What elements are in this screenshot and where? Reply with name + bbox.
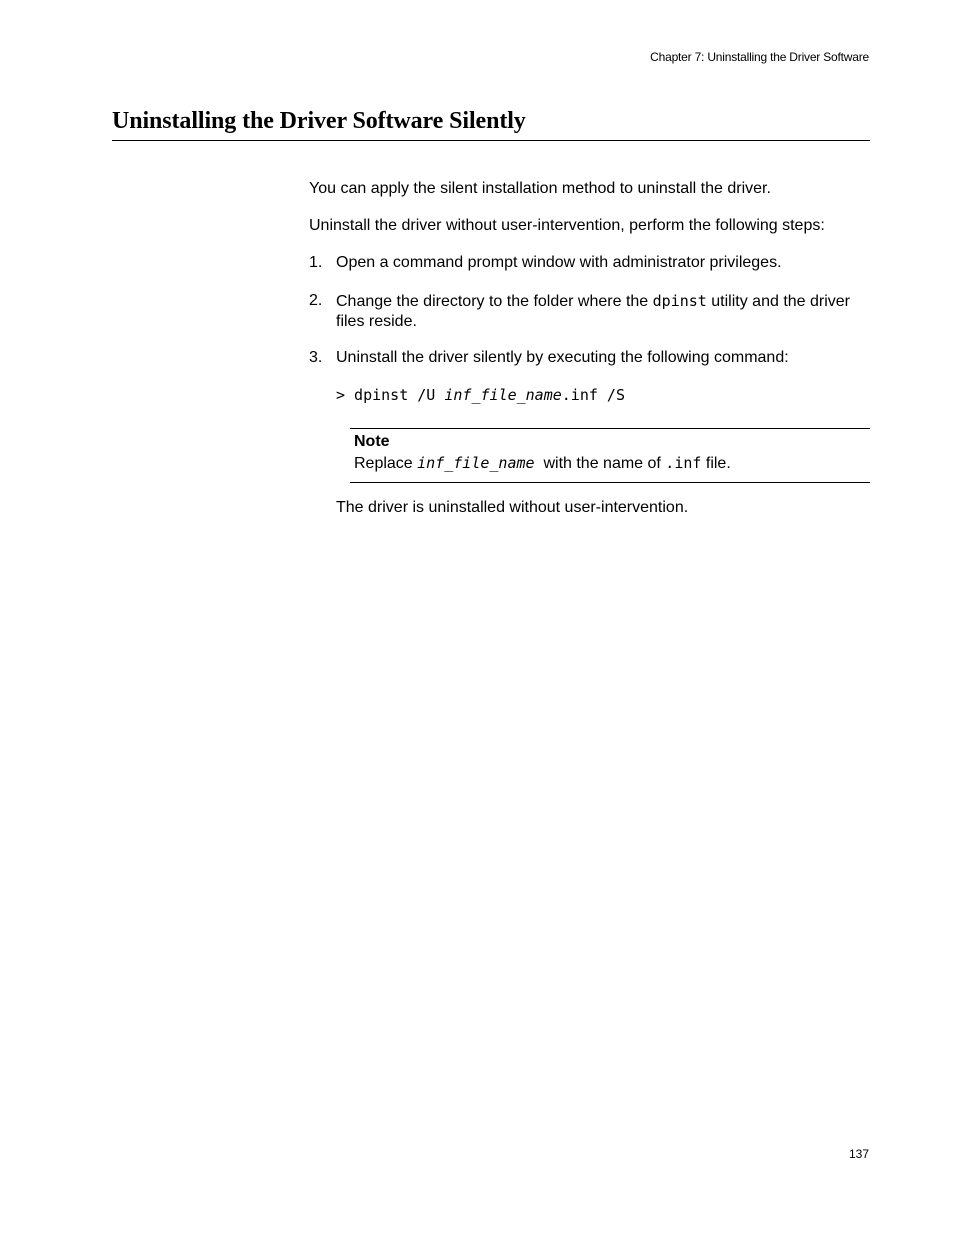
intro-paragraph: You can apply the silent installation method to uninstall the driver.	[309, 180, 771, 197]
page-number: 137	[848, 1147, 869, 1161]
running-header: Chapter 7: Uninstalling the Driver Software	[650, 50, 869, 64]
note-box	[350, 428, 870, 483]
step-text: Open a command prompt window with administrator privileges.	[336, 254, 782, 271]
result-paragraph: The driver is uninstalled without user-intervention.	[336, 499, 689, 516]
lead-paragraph: Uninstall the driver without user-intervention, perform the following steps:	[309, 217, 825, 234]
step-number: 3.	[309, 349, 323, 366]
command-suffix: .inf /S	[561, 386, 625, 404]
note-label: Note	[354, 433, 390, 450]
step-text: Uninstall the driver silently by executing the following command:	[336, 349, 789, 366]
command-prefix: > dpinst /U	[336, 386, 445, 404]
step-number: 1.	[309, 254, 323, 271]
note-text-after: file.	[701, 455, 731, 472]
step-number: 2.	[309, 292, 323, 309]
note-variable: inf_file_name	[417, 454, 535, 472]
note-text	[354, 453, 731, 474]
command-line	[336, 385, 625, 406]
note-text-before: Replace	[354, 455, 418, 472]
note-text-middle: with the name of	[534, 455, 666, 472]
step-text-after: utility and the driver files reside.	[336, 293, 851, 330]
utility-code: dpinst	[652, 292, 707, 310]
step-text-before: Change the directory to the folder where the	[336, 293, 653, 310]
title-rule	[112, 140, 870, 141]
section-title: Uninstalling the Driver Software Silently	[112, 108, 526, 134]
note-code: .inf	[665, 454, 702, 472]
command-variable: inf_file_name	[444, 386, 562, 404]
step-text	[336, 291, 866, 332]
